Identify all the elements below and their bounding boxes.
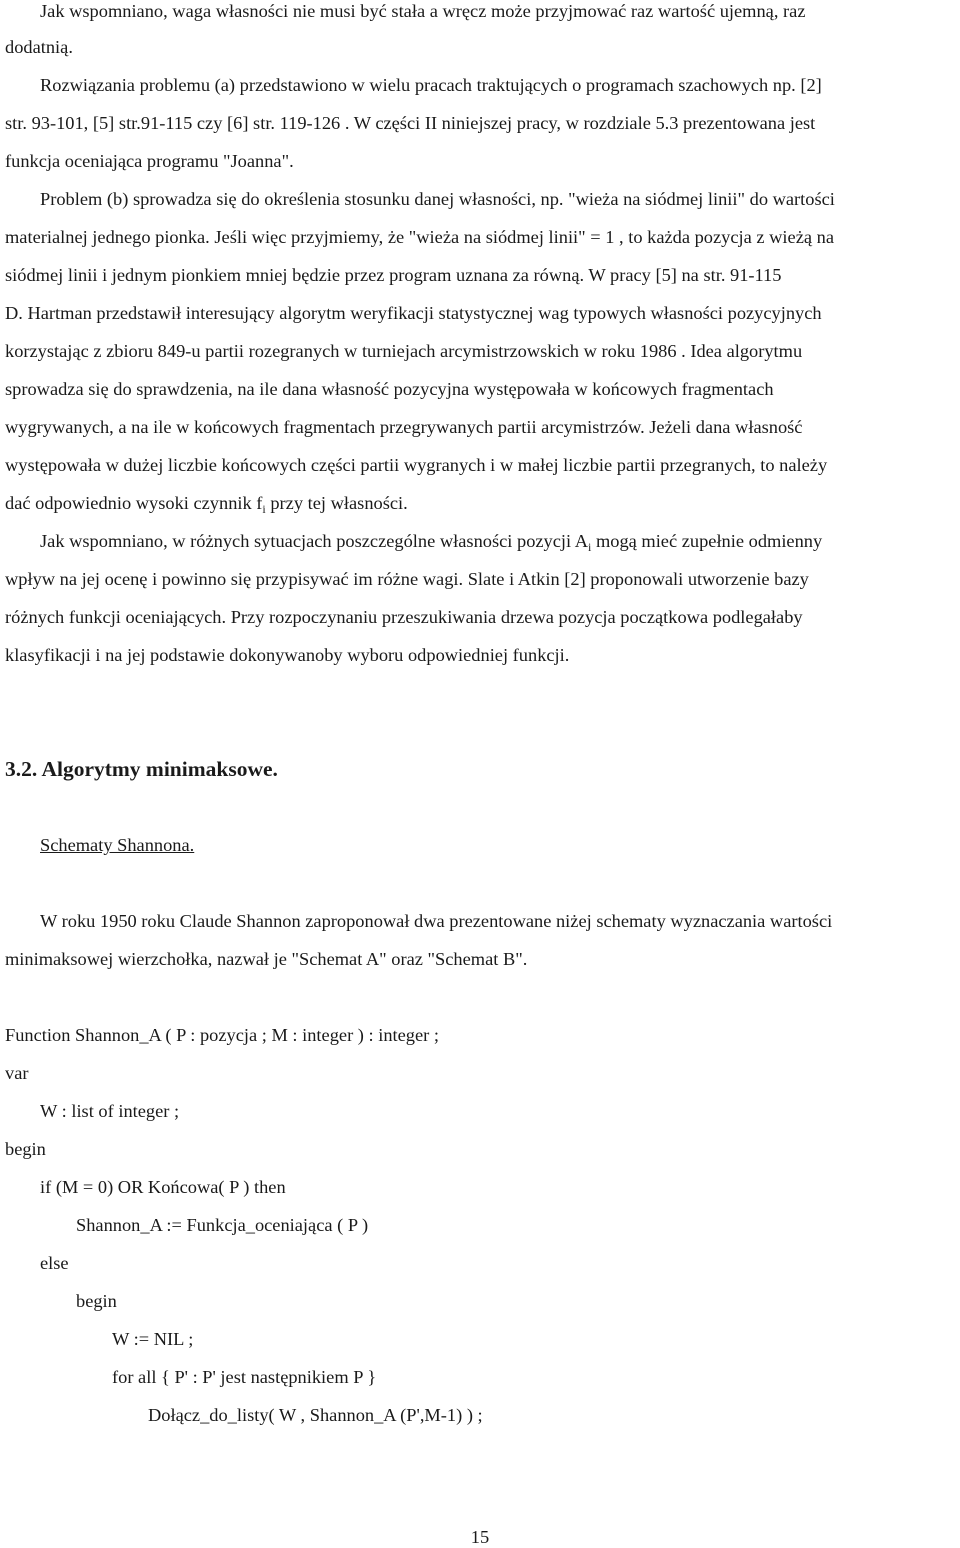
- code-line-3: W : list of integer ;: [40, 1101, 180, 1121]
- code-line-6: Shannon_A := Funkcja_oceniająca ( P ): [76, 1215, 369, 1235]
- paragraph-3-line-1: Problem (b) sprowadza się do określenia stosunku danej własności, np. "wieża na siódmej linii" do wartości: [40, 189, 835, 209]
- section-heading: 3.2. Algorytmy minimaksowe.: [5, 757, 278, 781]
- code-line-8: begin: [76, 1291, 117, 1311]
- paragraph-4-line-1-text-after: mogą mieć zupełnie odmienny: [591, 531, 823, 551]
- paragraph-3-line-9: [5, 492, 408, 514]
- paragraph-4-line-3: różnych funkcji oceniających. Przy rozpoczynaniu przeszukiwania drzewa pozycja początkowa podlegałaby: [5, 607, 803, 627]
- paragraph-4-line-2: wpływ na jej ocenę i powinno się przypisywać im różne wagi. Slate i Atkin [2] proponowali utworzenie bazy: [5, 569, 809, 589]
- subsection-heading: Schematy Shannona.: [40, 835, 195, 855]
- paragraph-3-line-7: wygrywanych, a na ile w końcowych fragmentach przegrywanych partii arcymistrzów. Jeżeli dana własność: [5, 417, 803, 437]
- paragraph-2-line-2: str. 93-101, [5] str.91-115 czy [6] str. 119-126 . W części II niniejszej pracy, w rozdziale 5.3 prezentowana jest: [5, 113, 816, 133]
- paragraph-3-line-9-text-before: dać odpowiednio wysoki czynnik f: [5, 493, 263, 513]
- subscript-i: i: [262, 502, 266, 516]
- code-line-9: W := NIL ;: [112, 1329, 194, 1349]
- paragraph-4-line-1: [40, 530, 822, 552]
- paragraph-3-line-5: korzystając z zbioru 849-u partii rozegranych w turniejach arcymistrzowskich w roku 1986 . Idea algorytmu: [5, 341, 803, 361]
- paragraph-3-line-3: siódmej linii i jednym pionkiem mniej będzie przez program uznana za równą. W pracy [5] na str. 91-115: [5, 265, 782, 285]
- paragraph-3-line-8: występowała w dużej liczbie końcowych części partii wygranych i w małej liczbie partii przegranych, to należy: [5, 455, 828, 475]
- paragraph-3-line-4: D. Hartman przedstawił interesujący algorytm weryfikacji statystycznej wag typowych własności pozycyjnych: [5, 303, 822, 323]
- paragraph-1-line-1: Jak wspomniano, waga własności nie musi być stała a wręcz może przyjmować raz wartość ujemną, raz: [40, 1, 806, 21]
- code-line-11: Dołącz_do_listy( W , Shannon_A (P',M-1) ) ;: [148, 1405, 483, 1425]
- paragraph-3-line-9-text-after: przy tej własności.: [265, 493, 408, 513]
- paragraph-5-line-1: W roku 1950 roku Claude Shannon zaproponował dwa prezentowane niżej schematy wyznaczania wartości: [40, 911, 833, 931]
- paragraph-3-line-6: sprowadza się do sprawdzenia, na ile dana własność pozycyjna występowała w końcowych fragmentach: [5, 379, 774, 399]
- page-number: 15: [470, 1527, 490, 1547]
- paragraph-5-line-2: minimaksowej wierzchołka, nazwał je "Schemat A" oraz "Schemat B".: [5, 949, 528, 969]
- code-line-7: else: [40, 1253, 69, 1273]
- paragraph-1-line-2: dodatnią.: [5, 37, 73, 57]
- code-line-10: for all { P' : P' jest następnikiem P }: [112, 1367, 377, 1387]
- code-line-4: begin: [5, 1139, 46, 1159]
- code-line-2: var: [5, 1063, 29, 1083]
- code-line-5: if (M = 0) OR Końcowa( P ) then: [40, 1177, 286, 1197]
- paragraph-4-line-4: klasyfikacji i na jej podstawie dokonywanoby wyboru odpowiedniej funkcji.: [5, 645, 570, 665]
- paragraph-2-line-1: Rozwiązania problemu (a) przedstawiono w wielu pracach traktujących o programach szachowych np. [2]: [40, 75, 822, 95]
- paragraph-4-line-1-text-before: Jak wspomniano, w różnych sytuacjach poszczególne własności pozycji A: [40, 531, 588, 551]
- paragraph-2-line-3: funkcja oceniająca programu "Joanna".: [5, 151, 294, 171]
- paragraph-3-line-2: materialnej jednego pionka. Jeśli więc przyjmiemy, że "wieża na siódmej linii" = 1 , to każda pozycja z wieżą na: [5, 227, 834, 247]
- code-line-1: Function Shannon_A ( P : pozycja ; M : integer ) : integer ;: [5, 1025, 439, 1045]
- subscript-i: i: [588, 540, 592, 554]
